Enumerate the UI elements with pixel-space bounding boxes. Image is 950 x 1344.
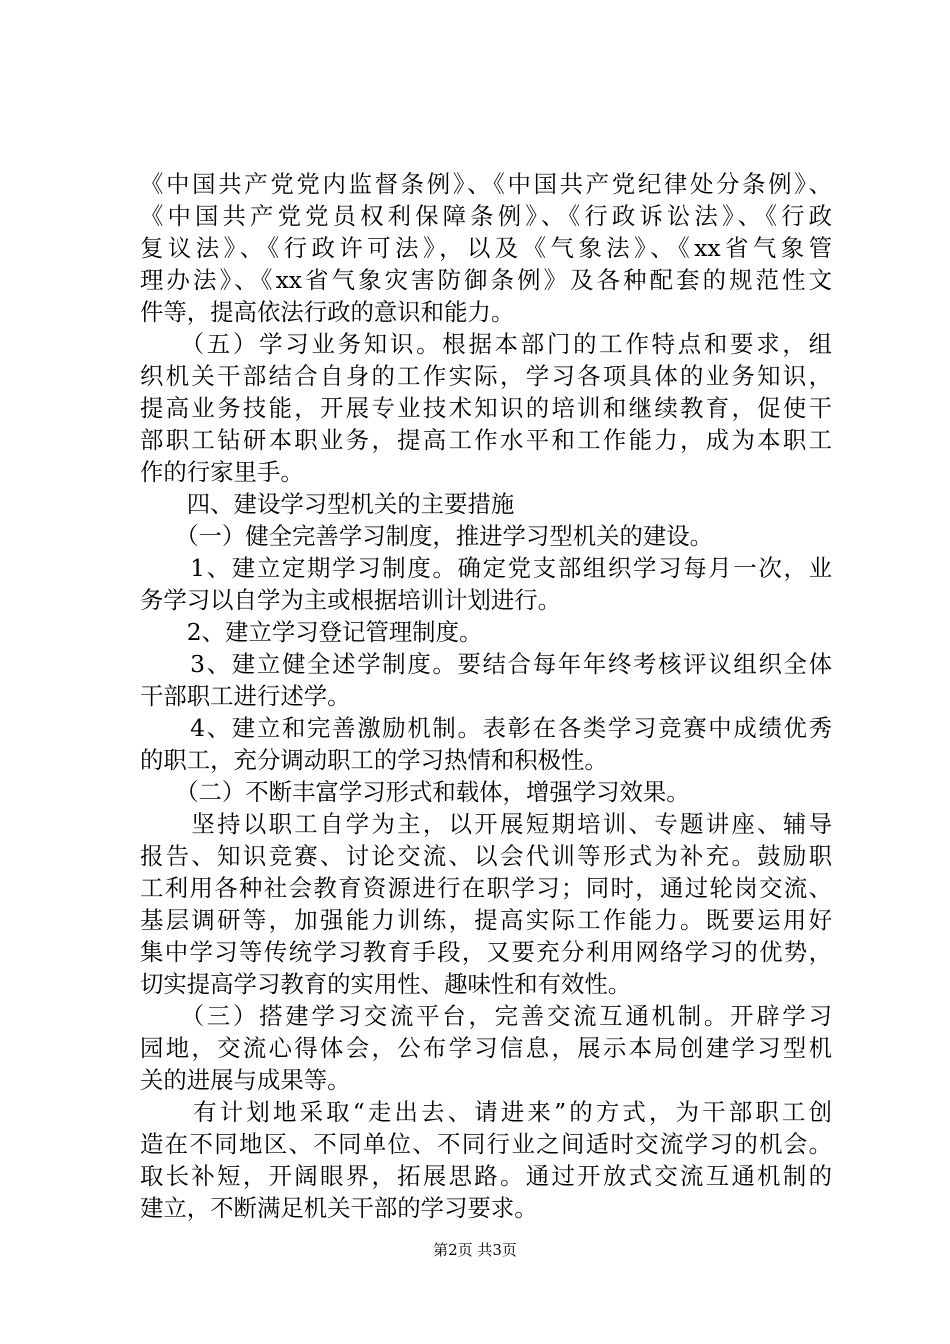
text-line: 四、建设学习型机关的主要措施 — [140, 490, 515, 518]
text-line: 《中国共产党党内监督条例》、《中国共产党纪律处分条例》、 — [140, 170, 832, 198]
paragraph — [140, 776, 832, 808]
text-line: 提高业务技能，开展专业技术知识的培训和继续教育，促使干 — [140, 394, 832, 422]
paragraph — [140, 1000, 832, 1096]
text-line: 《中国共产党党员权利保障条例》、《行政诉讼法》、《行政 — [140, 202, 832, 230]
text-line: 复议法》、《行政许可法》，以及《气象法》、《xx省气象管 — [140, 234, 832, 262]
paragraph — [140, 616, 832, 648]
text-line: （一）健全完善学习制度，推进学习型机关的建设。 — [140, 522, 714, 550]
text-line: 造在不同地区、不同单位、不同行业之间适时交流学习的机会。 — [140, 1130, 832, 1158]
text-line: （五）学习业务知识。根据本部门的工作特点和要求，组 — [140, 330, 832, 358]
paragraph — [140, 168, 832, 328]
text-line: 作的行家里手。 — [140, 458, 304, 486]
paragraph — [140, 552, 832, 616]
text-line: 建立，不断满足机关干部的学习要求。 — [140, 1194, 538, 1222]
text-line: 有计划地采取“走出去、请进来”的方式，为干部职工创 — [140, 1098, 832, 1126]
text-line: 理办法》、《xx省气象灾害防御条例》及各种配套的规范性文 — [140, 266, 832, 294]
text-line: 坚持以职工自学为主，以开展短期培训、专题讲座、辅导 — [140, 810, 832, 838]
paragraph — [140, 520, 832, 552]
document-body — [140, 168, 832, 1224]
paragraph — [140, 808, 832, 1000]
text-line: （二）不断丰富学习形式和载体，增强学习效果。 — [140, 778, 690, 806]
text-line: 3、建立健全述学制度。要结合每年年终考核评议组织全体 — [140, 650, 832, 678]
text-line: 1、建立定期学习制度。确定党支部组织学习每月一次，业 — [140, 554, 832, 582]
text-line: 关的进展与成果等。 — [140, 1066, 351, 1094]
text-line: 件等，提高依法行政的意识和能力。 — [140, 298, 515, 326]
text-line: 工利用各种社会教育资源进行在职学习；同时，通过轮岗交流、 — [140, 874, 832, 902]
text-line: 4、建立和完善激励机制。表彰在各类学习竞赛中成绩优秀 — [140, 714, 832, 742]
text-line: 的职工，充分调动职工的学习热情和积极性。 — [140, 746, 608, 774]
text-line: 干部职工进行述学。 — [140, 682, 351, 710]
text-line: （三）搭建学习交流平台，完善交流互通机制。开辟学习 — [140, 1002, 832, 1030]
text-line: 2、建立学习登记管理制度。 — [140, 618, 483, 646]
paragraph — [140, 1096, 832, 1224]
paragraph — [140, 488, 832, 520]
paragraph — [140, 648, 832, 712]
paragraph — [140, 328, 832, 488]
text-line: 部职工钻研本职业务，提高工作水平和工作能力，成为本职工 — [140, 426, 832, 454]
text-line: 园地，交流心得体会，公布学习信息，展示本局创建学习型机 — [140, 1034, 832, 1062]
page-footer — [0, 1240, 950, 1260]
page-number-label: 第2页 共3页 — [433, 1241, 517, 1259]
text-line: 取长补短，开阔眼界，拓展思路。通过开放式交流互通机制的 — [140, 1162, 832, 1190]
text-line: 切实提高学习教育的实用性、趣味性和有效性。 — [140, 970, 632, 998]
text-line: 报告、知识竞赛、讨论交流、以会代训等形式为补充。鼓励职 — [140, 842, 832, 870]
paragraph — [140, 712, 832, 776]
text-line: 集中学习等传统学习教育手段，又要充分利用网络学习的优势， — [140, 938, 832, 966]
text-line: 织机关干部结合自身的工作实际，学习各项具体的业务知识， — [140, 362, 832, 390]
text-line: 基层调研等，加强能力训练，提高实际工作能力。既要运用好 — [140, 906, 832, 934]
text-line: 务学习以自学为主或根据培训计划进行。 — [140, 586, 562, 614]
